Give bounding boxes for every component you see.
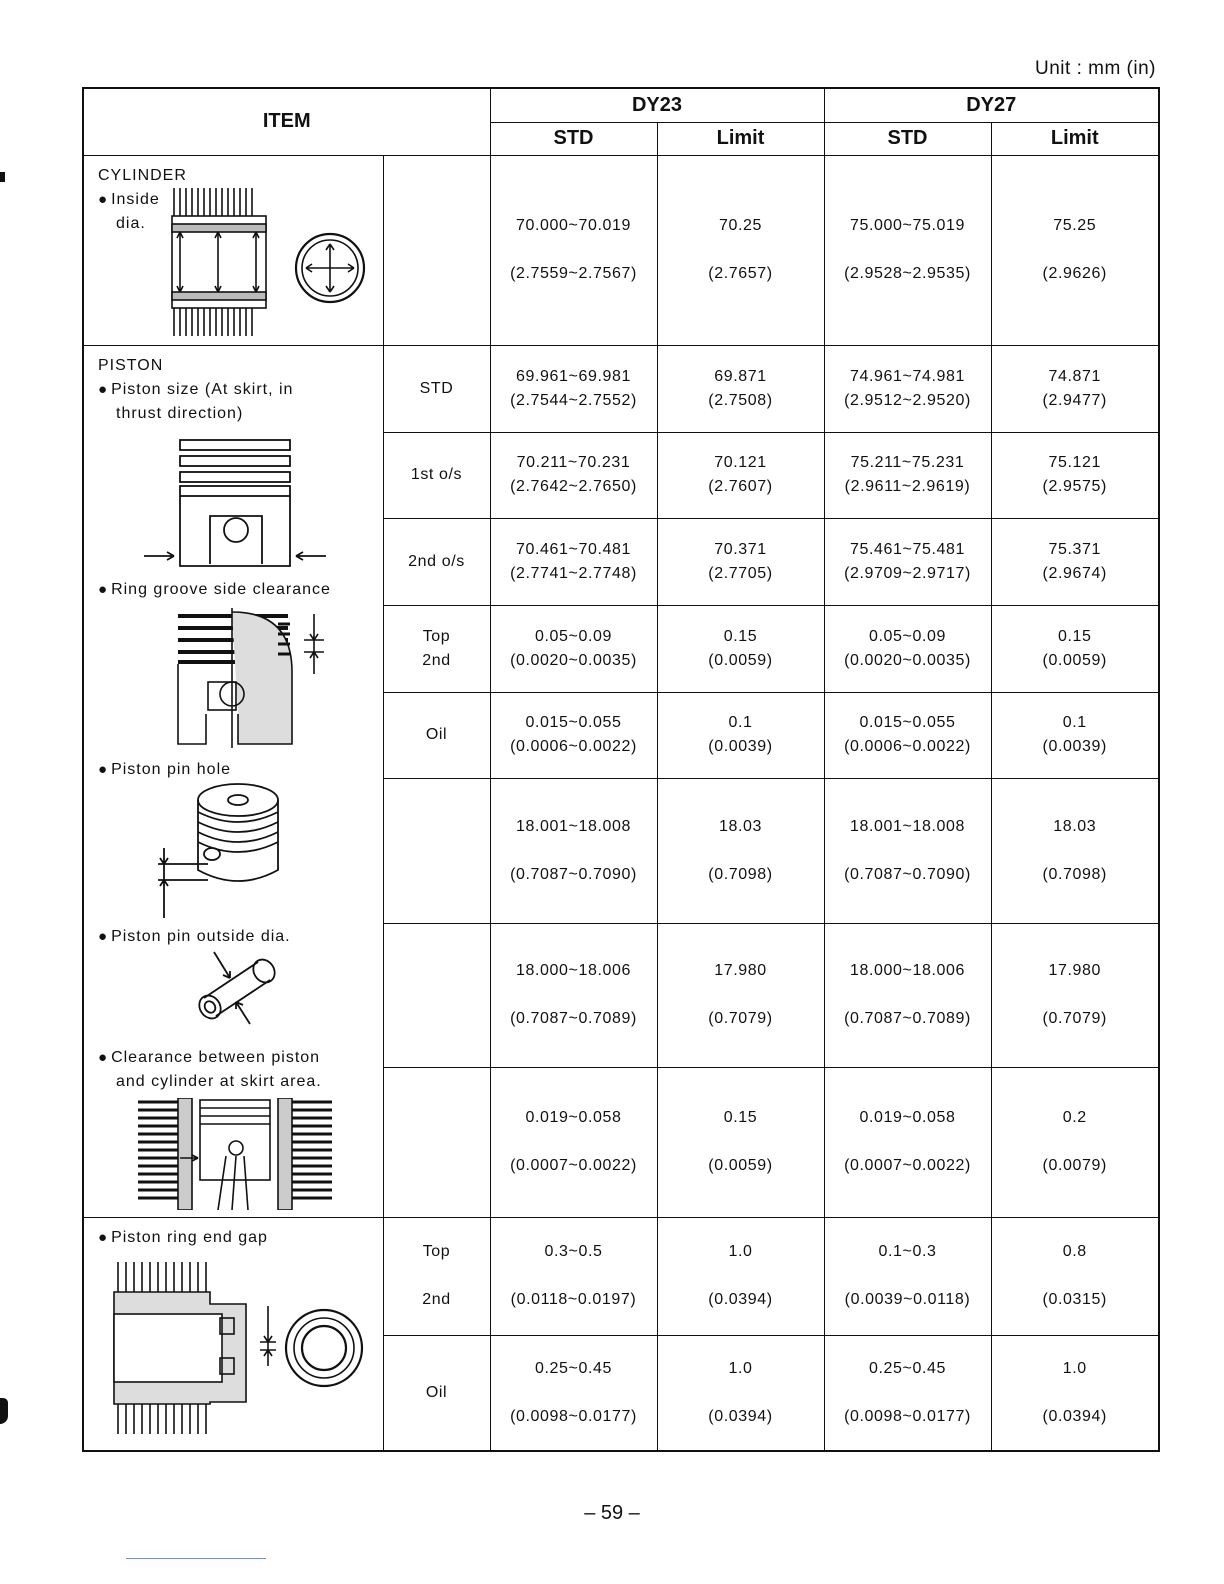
groove-oil-dy23-std: 0.015~0.055 (0.0006~0.0022): [490, 692, 657, 778]
ring-gap-oil-dy27-limit: 1.0 (0.0394): [991, 1335, 1159, 1451]
cylinder-bore-diagram-icon: [170, 186, 380, 341]
ring-gap-top-dy27-limit: 0.8 (0.0315): [991, 1217, 1159, 1335]
cylinder-dy27-std: 75.000~75.019 (2.9528~2.9535): [824, 155, 991, 345]
clearance-diagram-icon: [136, 1098, 336, 1210]
piston-1os-dy23-limit: 70.121 (2.7607): [657, 432, 824, 518]
scan-mark: [0, 1398, 8, 1424]
piston-std-dy23-limit: 69.871 (2.7508): [657, 345, 824, 432]
ring-gap-cond-top-2nd: Top 2nd: [383, 1217, 490, 1335]
clearance-dy27-limit: 0.2 (0.0079): [991, 1067, 1159, 1217]
groove-top-dy23-limit: 0.15 (0.0059): [657, 605, 824, 692]
table-row: [83, 155, 1159, 345]
piston-std-dy27-limit: 74.871 (2.9477): [991, 345, 1159, 432]
header-std: STD: [490, 122, 657, 155]
page-number: – 59 –: [584, 1502, 640, 1524]
header-model-dy27: DY27: [824, 88, 1159, 122]
ring-gap-cond-oil: Oil: [383, 1335, 490, 1451]
piston-size-label: ● Piston size (At skirt, in thrust direction): [98, 380, 294, 422]
cylinder-title: CYLINDER: [98, 166, 187, 184]
pin-od-dy27-limit: 17.980 (0.7079): [991, 923, 1159, 1067]
piston-cond-1st-os: 1st o/s: [383, 432, 490, 518]
ring-end-gap-diagram-icon: [112, 1258, 372, 1438]
piston-1os-dy27-std: 75.211~75.231 (2.9611~2.9619): [824, 432, 991, 518]
piston-item: [83, 345, 383, 1217]
scan-mark: [0, 172, 5, 182]
footer-rule: [126, 1558, 266, 1559]
ring-gap-top-dy23-limit: 1.0 (0.0394): [657, 1217, 824, 1335]
piston-pin-od-label: ● Piston pin outside dia.: [98, 927, 291, 945]
piston-pin-hole-diagram-icon: [154, 778, 304, 918]
piston-cond-std: STD: [383, 345, 490, 432]
groove-top-dy27-limit: 0.15 (0.0059): [991, 605, 1159, 692]
clearance-dy23-limit: 0.15 (0.0059): [657, 1067, 824, 1217]
ring-gap-item: [83, 1217, 383, 1451]
piston-cond-2nd-os: 2nd o/s: [383, 518, 490, 605]
piston-std-dy23-std: 69.961~69.981 (2.7544~2.7552): [490, 345, 657, 432]
groove-cond-oil: Oil: [383, 692, 490, 778]
pin-od-dy23-limit: 17.980 (0.7079): [657, 923, 824, 1067]
pin-hole-cond: [383, 778, 490, 923]
piston-1os-dy27-limit: 75.121 (2.9575): [991, 432, 1159, 518]
clearance-dy27-std: 0.019~0.058 (0.0007~0.0022): [824, 1067, 991, 1217]
pin-hole-dy27-limit: 18.03 (0.7098): [991, 778, 1159, 923]
piston-2os-dy27-std: 75.461~75.481 (2.9709~2.9717): [824, 518, 991, 605]
table-row: [83, 1217, 1159, 1335]
piston-1os-dy23-std: 70.211~70.231 (2.7642~2.7650): [490, 432, 657, 518]
cylinder-dy23-std: 70.000~70.019 (2.7559~2.7567): [490, 155, 657, 345]
pin-od-dy23-std: 18.000~18.006 (0.7087~0.7089): [490, 923, 657, 1067]
piston-pin-hole-label: ● Piston pin hole: [98, 760, 232, 778]
piston-2os-dy23-std: 70.461~70.481 (2.7741~2.7748): [490, 518, 657, 605]
piston-2os-dy27-limit: 75.371 (2.9674): [991, 518, 1159, 605]
ring-gap-label: ● Piston ring end gap: [98, 1228, 268, 1246]
clearance-cond: [383, 1067, 490, 1217]
groove-oil-dy27-std: 0.015~0.055 (0.0006~0.0022): [824, 692, 991, 778]
header-std: STD: [824, 122, 991, 155]
unit-label: Unit : mm (in): [1035, 58, 1156, 79]
ring-groove-diagram-icon: [174, 608, 334, 748]
ring-gap-top-dy27-std: 0.1~0.3 (0.0039~0.0118): [824, 1217, 991, 1335]
groove-top-dy23-std: 0.05~0.09 (0.0020~0.0035): [490, 605, 657, 692]
cylinder-dy23-limit: 70.25 (2.7657): [657, 155, 824, 345]
pin-hole-dy23-std: 18.001~18.008 (0.7087~0.7090): [490, 778, 657, 923]
groove-top-dy27-std: 0.05~0.09 (0.0020~0.0035): [824, 605, 991, 692]
piston-std-dy27-std: 74.961~74.981 (2.9512~2.9520): [824, 345, 991, 432]
piston-2os-dy23-limit: 70.371 (2.7705): [657, 518, 824, 605]
table-row: [83, 345, 1159, 432]
groove-oil-dy27-limit: 0.1 (0.0039): [991, 692, 1159, 778]
piston-size-diagram-icon: [144, 436, 334, 571]
ring-gap-oil-dy23-limit: 1.0 (0.0394): [657, 1335, 824, 1451]
groove-oil-dy23-limit: 0.1 (0.0039): [657, 692, 824, 778]
pin-hole-dy27-std: 18.001~18.008 (0.7087~0.7090): [824, 778, 991, 923]
header-model-dy23: DY23: [490, 88, 824, 122]
pin-od-cond: [383, 923, 490, 1067]
spec-table: [82, 87, 1160, 1452]
ring-gap-oil-dy27-std: 0.25~0.45 (0.0098~0.0177): [824, 1335, 991, 1451]
pin-hole-dy23-limit: 18.03 (0.7098): [657, 778, 824, 923]
ring-groove-label: ● Ring groove side clearance: [98, 580, 331, 598]
cylinder-cond: [383, 155, 490, 345]
ring-gap-top-dy23-std: 0.3~0.5 (0.0118~0.0197): [490, 1217, 657, 1335]
groove-cond-top-2nd: Top 2nd: [383, 605, 490, 692]
ring-gap-oil-dy23-std: 0.25~0.45 (0.0098~0.0177): [490, 1335, 657, 1451]
cylinder-inside-dia-label: ● Inside dia.: [98, 190, 160, 232]
header-limit: Limit: [991, 122, 1159, 155]
cylinder-item: [83, 155, 383, 345]
clearance-label: ● Clearance between piston and cylinder at skirt area.: [98, 1048, 322, 1090]
piston-title: PISTON: [98, 356, 164, 374]
pin-od-dy27-std: 18.000~18.006 (0.7087~0.7089): [824, 923, 991, 1067]
header-item: ITEM: [83, 88, 490, 155]
cylinder-dy27-limit: 75.25 (2.9626): [991, 155, 1159, 345]
piston-pin-diagram-icon: [184, 948, 284, 1028]
header-limit: Limit: [657, 122, 824, 155]
clearance-dy23-std: 0.019~0.058 (0.0007~0.0022): [490, 1067, 657, 1217]
